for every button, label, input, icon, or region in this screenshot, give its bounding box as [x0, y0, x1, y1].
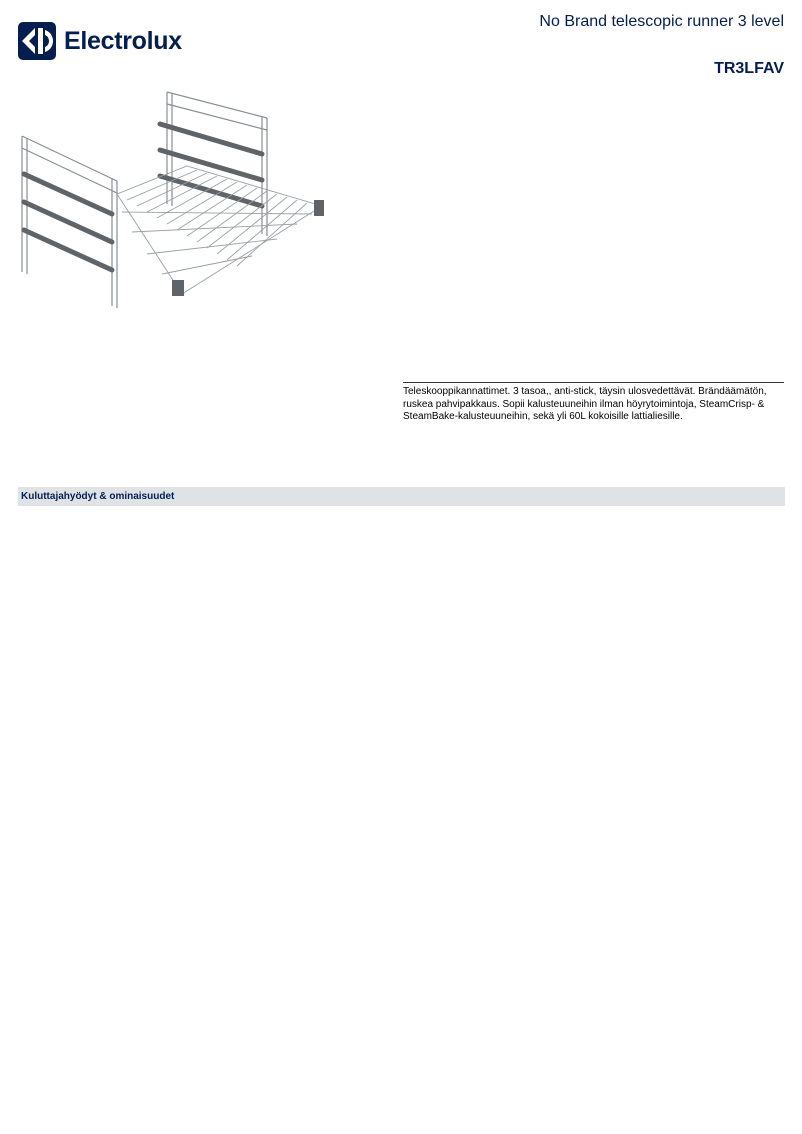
product-image	[12, 84, 332, 314]
brand-logo	[18, 22, 182, 60]
brand-name: Electrolux	[64, 27, 182, 55]
benefits-section-title: Kuluttajahyödyt & ominaisuudet	[21, 491, 175, 502]
product-title: No Brand telescopic runner 3 level	[539, 13, 784, 30]
benefits-section-header	[18, 487, 785, 506]
electrolux-logo-icon	[18, 22, 56, 60]
product-code: TR3LFAV	[714, 60, 784, 77]
product-description: Teleskooppikannattimet. 3 tasoa,, anti-stick, täysin ulosvedettävät. Brändäämätön, ruskea pahvipakkaus. Sopii kalusteuuneihin ilman höyrytoimintoja, SteamCrisp- & SteamBake-kalusteuuneihin, sekä yli 60L kokoisille lattialiesille.	[403, 382, 784, 424]
